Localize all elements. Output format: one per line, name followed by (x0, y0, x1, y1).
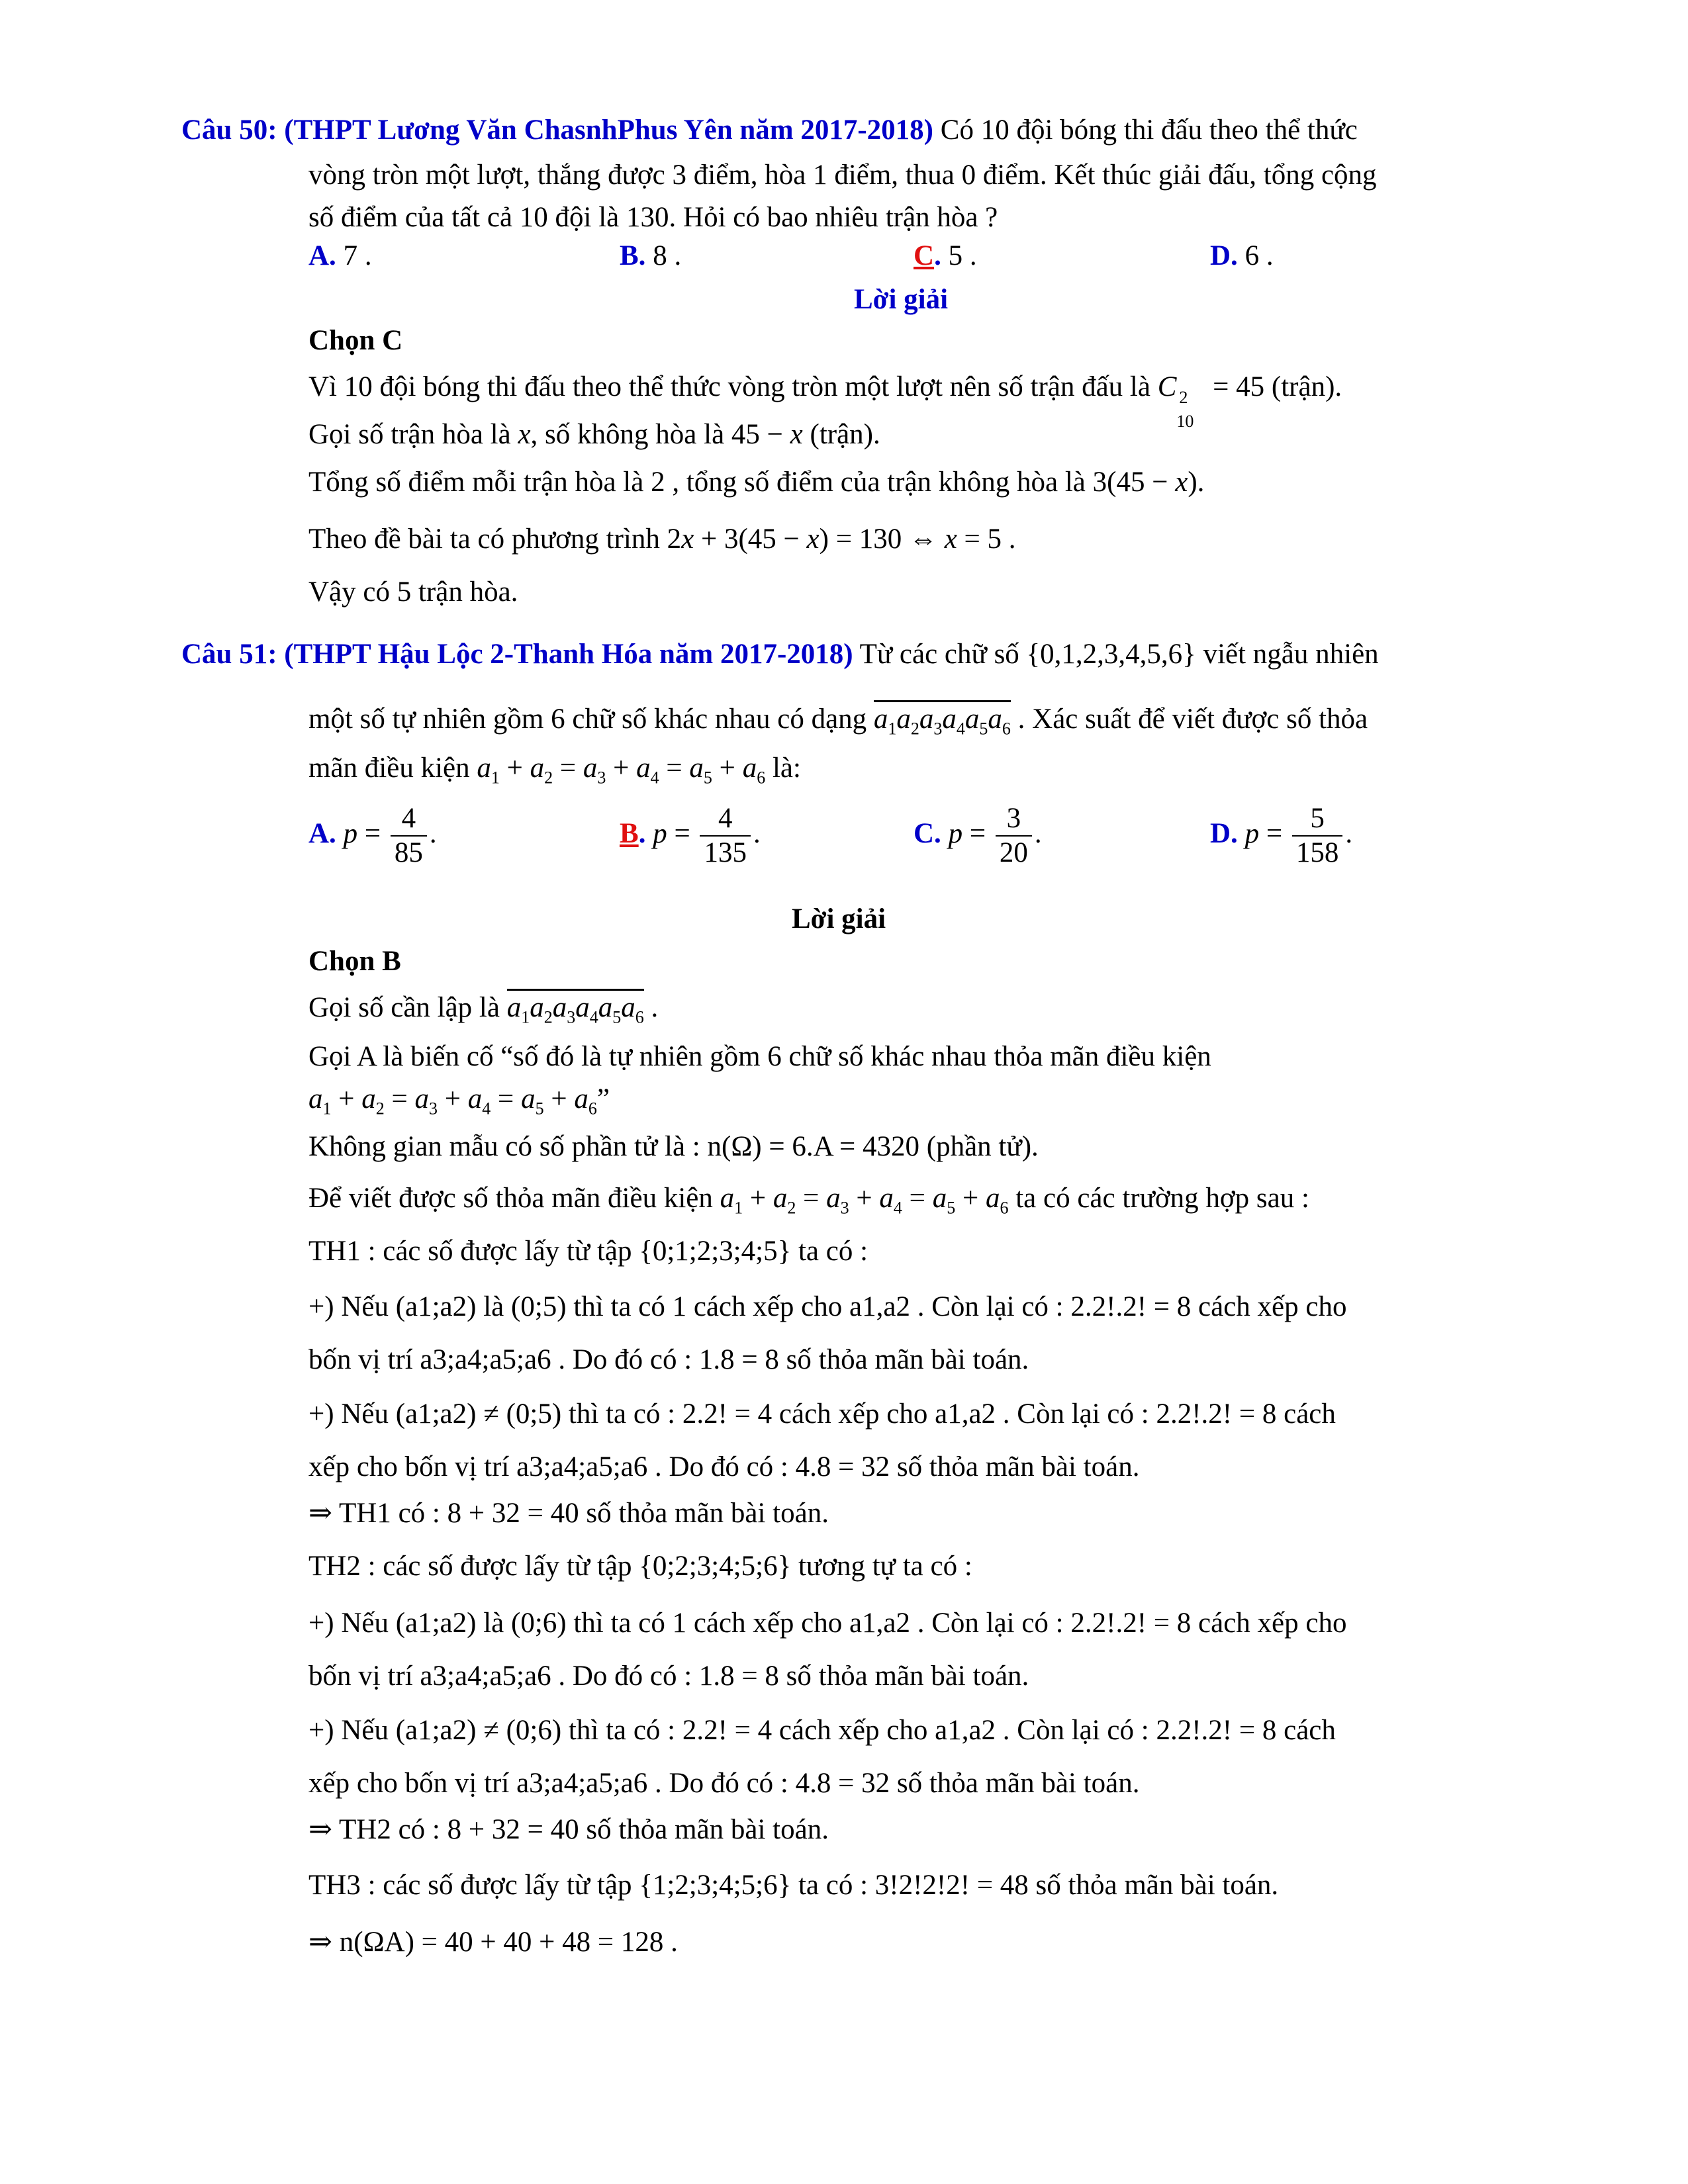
q51-choice: Chọn B (308, 946, 401, 977)
q50-sol-1: Vì 10 đội bóng thi đấu theo thể thức vòng tròn một lượt nên số trận đấu là C 2 10 = 45 (trận). (308, 371, 1342, 431)
q51-th2: TH2 : các số được lấy từ tập {0;2;3;4;5;6} tương tự ta có : (308, 1551, 972, 1582)
q50-text-1: Có 10 đội bóng thi đấu theo thể thức (940, 114, 1358, 146)
q50-label: Câu 50: (181, 114, 277, 146)
q51-option-a: A. p = $\frac{4}{85}$ . (308, 803, 437, 868)
q51-th1-b: bốn vị trí a3;a4;a5;a6 . Do đó có : 1.8 = 8 số thỏa mãn bài toán. (308, 1344, 1029, 1375)
q51-th3: TH3 : các số được lấy từ tập {1;2;3;4;5;6} ta có : 3!2!2!2! = 48 số thỏa mãn bài toán. (308, 1870, 1279, 1901)
q51-option-c: C. p = $\frac{3}{20}$ . (914, 803, 1042, 868)
q50-line3: số điểm của tất cả 10 đội là 130. Hỏi có bao nhiêu trận hòa ? (308, 202, 998, 233)
q51-source: (THPT Hậu Lộc 2-Thanh Hóa năm 2017-2018) (284, 639, 853, 670)
q50-sol-2: Gọi số trận hòa là x, số không hòa là 45 − x (trận). (308, 419, 880, 450)
q51-th1-e: ⇒ TH1 có : 8 + 32 = 40 số thỏa mãn bài toán. (308, 1498, 829, 1529)
q51-text-1: Từ các chữ số {0,1,2,3,4,5,6} viết ngẫu nhiên (859, 639, 1379, 670)
q51-solution-heading: Lời giải (792, 903, 886, 934)
q51-sol-4: Không gian mẫu có số phần tử là : n(Ω) = 6.A = 4320 (phần tử). (308, 1131, 1039, 1162)
q51-final: ⇒ n(ΩA) = 40 + 40 + 48 = 128 . (308, 1927, 678, 1958)
q51-th1-d: xếp cho bốn vị trí a3;a4;a5;a6 . Do đó có : 4.8 = 32 số thỏa mãn bài toán. (308, 1451, 1140, 1482)
q50-option-d: D. 6 . (1210, 240, 1274, 271)
q51-th1: TH1 : các số được lấy từ tập {0;1;2;3;4;5} ta có : (308, 1236, 868, 1267)
q51-sol-1: Gọi số cần lập là $a_1a_2a_3a_4a_5a_6$ . (308, 989, 658, 1037)
q51-sol-3: $a_1 + a_2 = a_3 + a_4 = a_5 + a_6$” (308, 1083, 610, 1118)
q51-line3: mãn điều kiện $a_1 + a_2 = a_3 + a_4 = a_5 + a_6$ là: (308, 752, 801, 788)
q51-th2-e: ⇒ TH2 có : 8 + 32 = 40 số thỏa mãn bài toán. (308, 1814, 829, 1845)
q50-sol-5: Vậy có 5 trận hòa. (308, 576, 518, 608)
q50-option-c-correct: C. 5 . (914, 240, 977, 271)
q51-th2-a: +) Nếu (a1;a2) là (0;6) thì ta có 1 cách xếp cho a1,a2 . Còn lại có : 2.2!.2! = 8 cách xếp cho (308, 1608, 1347, 1639)
q50-line2: vòng tròn một lượt, thắng được 3 điểm, hòa 1 điểm, thua 0 điểm. Kết thúc giải đấu, tổng cộng (308, 159, 1377, 191)
q50-source: (THPT Lương Văn ChasnhPhus Yên năm 2017-2018) (284, 114, 934, 146)
q50-choice: Chọn C (308, 325, 403, 356)
q51-th2-c: +) Nếu (a1;a2) ≠ (0;6) thì ta có : 2.2! = 4 cách xếp cho a1,a2 . Còn lại có : 2.2!.2! = 8 cách (308, 1715, 1336, 1746)
q51-option-d: D. p = $\frac{5}{158}$ . (1210, 803, 1353, 868)
q51-th2-b: bốn vị trí a3;a4;a5;a6 . Do đó có : 1.8 = 8 số thỏa mãn bài toán. (308, 1661, 1029, 1692)
q50-option-b: B. 8 . (620, 240, 682, 271)
q50-option-a: A. 7 . (308, 240, 372, 271)
q51-option-b-correct: B. p = $\frac{4}{135}$ . (620, 803, 761, 868)
q51-line1 (181, 635, 1379, 674)
q51-th1-a: +) Nếu (a1;a2) là (0;5) thì ta có 1 cách xếp cho a1,a2 . Còn lại có : 2.2!.2! = 8 cách xếp cho (308, 1291, 1347, 1322)
q50-solution-heading: Lời giải (854, 284, 949, 315)
q51-th2-d: xếp cho bốn vị trí a3;a4;a5;a6 . Do đó có : 4.8 = 32 số thỏa mãn bài toán. (308, 1768, 1140, 1799)
q51-sol-2: Gọi A là biến cố “số đó là tự nhiên gồm 6 chữ số khác nhau thỏa mãn điều kiện (308, 1041, 1211, 1072)
q50-sol-3: Tổng số điểm mỗi trận hòa là 2 , tổng số điểm của trận không hòa là 3(45 − x). (308, 467, 1205, 498)
q50-line1 (181, 111, 1358, 150)
q51-label: Câu 51: (181, 639, 277, 670)
q51-line2: một số tự nhiên gồm 6 chữ số khác nhau có dạng $a_1a_2a_3a_4a_5a_6$ . Xác suất để viết được số thỏa (308, 700, 1368, 749)
q51-sol-5: Để viết được số thỏa mãn điều kiện $a_1 + a_2 = a_3 + a_4 = a_5 + a_6$ ta có các trường hợp sau : (308, 1183, 1309, 1218)
q50-sol-4: Theo đề bài ta có phương trình 2x + 3(45 − x) = 130 ⇔ x = 5 . (308, 523, 1016, 555)
q51-th1-c: +) Nếu (a1;a2) ≠ (0;5) thì ta có : 2.2! = 4 cách xếp cho a1,a2 . Còn lại có : 2.2!.2! = 8 cách (308, 1398, 1336, 1430)
